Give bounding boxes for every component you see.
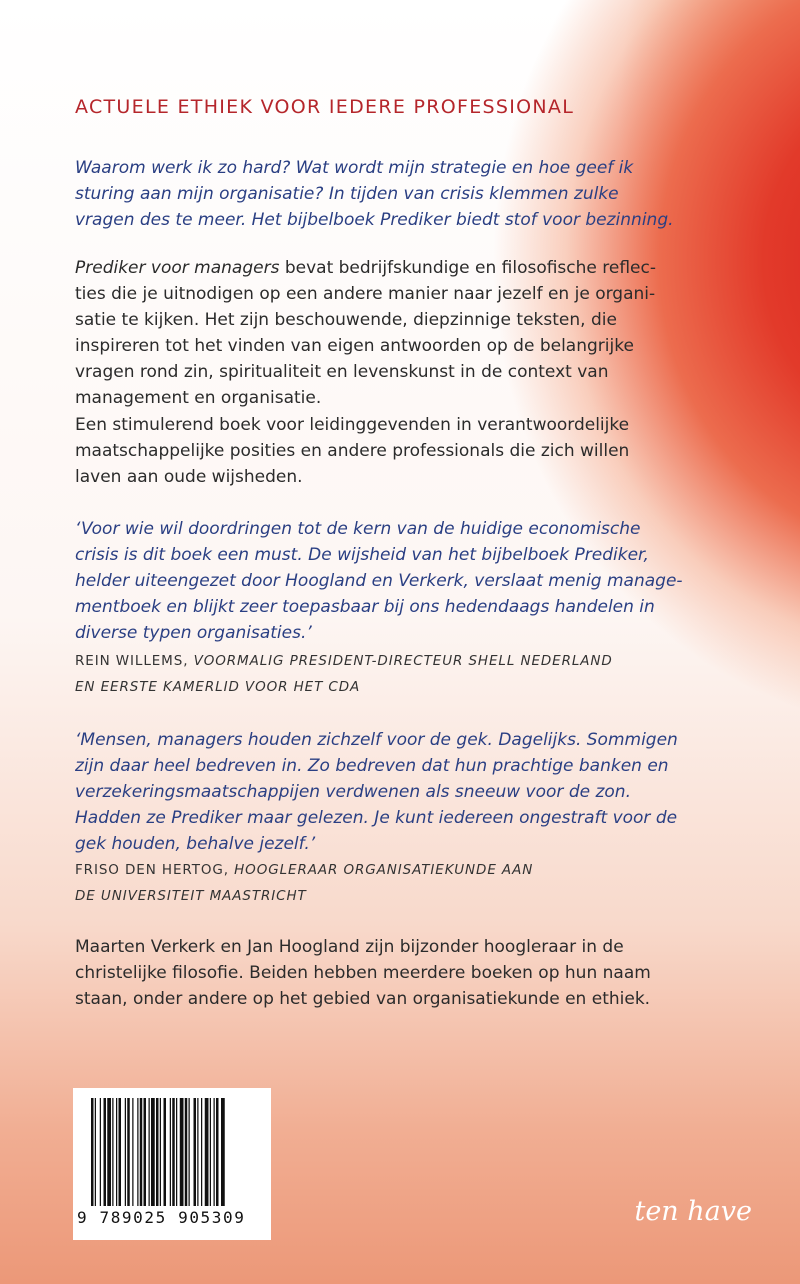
description-line: management en organisatie.: [75, 388, 322, 408]
barcode-bar: [116, 1098, 117, 1206]
barcode-bar: [125, 1098, 126, 1206]
attribution-line: [75, 648, 613, 674]
description-line-rest: bevat bedrijfskundige en filosofische reflec-: [279, 258, 656, 278]
intro-paragraph: [75, 155, 700, 233]
description-line: [75, 255, 700, 281]
quote-line: ‘Voor wie wil doordringen tot de kern van de huidige economische: [75, 519, 641, 539]
book-title: Prediker voor managers: [75, 258, 280, 278]
barcode-bar: [205, 1098, 209, 1206]
barcode: [73, 1088, 271, 1240]
barcode-bar: [221, 1098, 225, 1206]
quote-2-author: FRISO DEN HERTOG,: [75, 862, 235, 878]
authors-line: Maarten Verkerk en Jan Hoogland zijn bijzonder hoogleraar in de: [75, 937, 624, 957]
barcode-bar: [127, 1098, 130, 1206]
barcode-bar: [216, 1098, 219, 1206]
quote-2: [75, 727, 700, 857]
intro-line: Waarom werk ik zo hard? Wat wordt mijn strategie en hoe geef ik: [75, 158, 634, 178]
audience-line: Een stimulerend boek voor leidinggevenden in verantwoordelijke: [75, 415, 630, 435]
quote-2-attribution: [75, 857, 533, 909]
quote-1-author: REIN WILLEMS,: [75, 653, 194, 669]
quote-line: mentboek en blijkt zeer toepasbaar bij ons hedendaags handelen in: [75, 597, 655, 617]
quote-1-role: VOORMALIG PRESIDENT-DIRECTEUR SHELL NEDERLAND: [193, 653, 613, 669]
quote-2-role: DE UNIVERSITEIT MAASTRICHT: [75, 888, 307, 904]
barcode-bar: [112, 1098, 113, 1206]
quote-line: diverse typen organisaties.’: [75, 623, 312, 643]
audience-line: laven aan oude wijsheden.: [75, 467, 303, 487]
barcode-bar: [104, 1098, 107, 1206]
barcode-bar: [194, 1098, 197, 1206]
barcode-bar: [176, 1098, 177, 1206]
barcode-bar: [144, 1098, 147, 1206]
quote-line: verzekeringsmaatschappijen verdwenen als sneeuw voor de zon.: [75, 782, 631, 802]
barcode-bar: [156, 1098, 159, 1206]
barcode-bar: [95, 1098, 96, 1206]
authors-paragraph: [75, 934, 700, 1012]
heading: ACTUELE ETHIEK VOOR IEDERE PROFESSIONAL: [75, 96, 575, 118]
quote-line: crisis is dit boek een must. De wijsheid van het bijbelboek Prediker,: [75, 545, 649, 565]
authors-line: staan, onder andere op het gebied van organisatiekunde en ethiek.: [75, 989, 651, 1009]
quote-2-role: HOOGLERAAR ORGANISATIEKUNDE AAN: [234, 862, 534, 878]
publisher-logo: ten have: [634, 1196, 752, 1227]
barcode-bar: [137, 1098, 138, 1206]
barcode-bar: [164, 1098, 167, 1206]
barcode-bar: [214, 1098, 215, 1206]
barcode-bar: [170, 1098, 171, 1206]
description-paragraph: [75, 255, 700, 411]
quote-line: gek houden, behalve jezelf.’: [75, 834, 316, 854]
barcode-bar: [160, 1098, 161, 1206]
barcode-bar: [140, 1098, 143, 1206]
intro-line: vragen des te meer. Het bijbelboek Prediker biedt stof voor bezinning.: [75, 210, 674, 230]
barcode-bar: [149, 1098, 150, 1206]
barcode-bar: [210, 1098, 211, 1206]
quote-1-role: EN EERSTE KAMERLID VOOR HET CDA: [75, 679, 361, 695]
authors-line: christelijke filosofie. Beiden hebben meerdere boeken op hun naam: [75, 963, 651, 983]
barcode-bar: [107, 1098, 111, 1206]
quote-1-attribution: [75, 648, 613, 700]
barcode-bar: [197, 1098, 198, 1206]
barcode-bar: [180, 1098, 184, 1206]
barcode-bar: [132, 1098, 133, 1206]
barcode-bar: [119, 1098, 122, 1206]
audience-line: maatschappelijke posities en andere professionals die zich willen: [75, 441, 630, 461]
barcode-bars: [89, 1098, 257, 1206]
quote-line: helder uiteengezet door Hoogland en Verkerk, verslaat menig manage-: [75, 571, 683, 591]
barcode-bar: [151, 1098, 155, 1206]
barcode-bar: [201, 1098, 202, 1206]
description-line: satie te kijken. Het zijn beschouwende, diepzinnige teksten, die: [75, 310, 617, 330]
description-line: ties die je uitnodigen op een andere manier naar jezelf en je organi-: [75, 284, 656, 304]
barcode-bar: [172, 1098, 175, 1206]
description-line: vragen rond zin, spiritualiteit en levenskunst in de context van: [75, 362, 609, 382]
isbn-number: 9 789025 905309: [77, 1208, 246, 1227]
barcode-bar: [189, 1098, 190, 1206]
intro-line: sturing aan mijn organisatie? In tijden van crisis klemmen zulke: [75, 184, 619, 204]
attribution-line: [75, 857, 533, 883]
quote-1: [75, 516, 700, 646]
barcode-bar: [100, 1098, 101, 1206]
quote-line: zijn daar heel bedreven in. Zo bedreven dat hun prachtige banken en: [75, 756, 669, 776]
quote-line: Hadden ze Prediker maar gelezen. Je kunt iedereen ongestraft voor de: [75, 808, 678, 828]
description-line: inspireren tot het vinden van eigen antwoorden op de belangrijke: [75, 336, 634, 356]
barcode-bar: [91, 1098, 94, 1206]
quote-line: ‘Mensen, managers houden zichzelf voor de gek. Dagelijks. Sommigen: [75, 730, 678, 750]
barcode-bar: [185, 1098, 188, 1206]
audience-paragraph: [75, 412, 700, 490]
